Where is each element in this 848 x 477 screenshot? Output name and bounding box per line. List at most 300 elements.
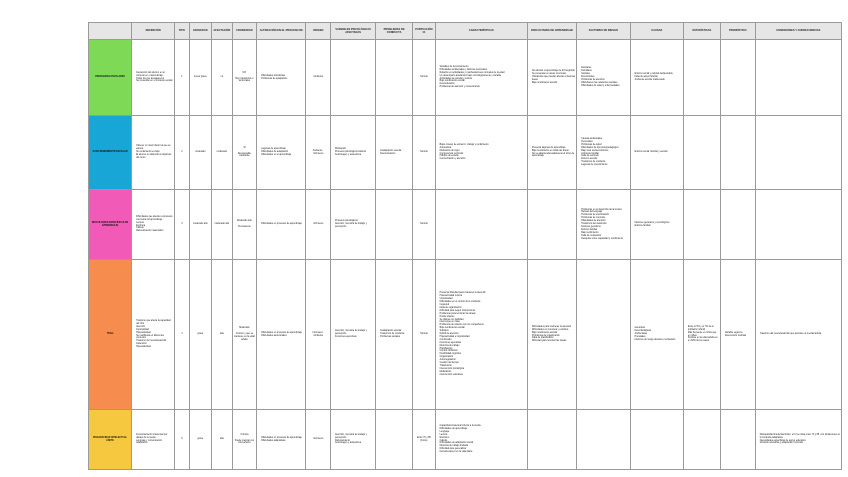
list-item: • Se presentan en el contexto escolar <box>136 80 173 83</box>
problemas-cell-list <box>377 330 411 339</box>
cell-line: Moderado alto <box>237 220 252 223</box>
comparison-table <box>88 22 842 470</box>
list-item: • Problemas de atención y concentración <box>440 86 526 89</box>
list-item: • Problemas para terminar las tareas <box>440 313 526 316</box>
list-item: • Desmotivación <box>380 153 411 156</box>
definicion-cell <box>132 40 175 116</box>
list-item: • Falta de organización <box>440 307 526 310</box>
list-item: • Bajo rendimiento <box>581 232 628 235</box>
alteracion-cell-list <box>258 332 304 338</box>
list-item: • Intervención psicológica <box>440 368 526 371</box>
list-item: • Autoimagen y autoestima <box>335 442 374 445</box>
list-item: • Trastornos de conducta <box>380 333 411 336</box>
alteracion-cell-list <box>258 223 304 226</box>
variables-cell-list <box>332 330 374 339</box>
col-header: PROBLEMAS DE CONDUCTA <box>376 23 413 40</box>
list-item: • Trastorno que afecta la capacidad del niño <box>136 320 173 326</box>
list-item: • Dificultades adaptativas <box>261 440 304 443</box>
estadisticas-cell <box>683 190 720 260</box>
list-item: • Dificultades atencionales <box>261 335 304 338</box>
list-item: • Lenguaje y comunicación <box>136 440 173 443</box>
problemas-cell <box>376 190 413 260</box>
list-item: • Obstáculos que puedan afectar a diversas áreas <box>532 76 575 82</box>
list-item: • Autoimagen y autoestima <box>335 154 374 157</box>
factores-cell-list <box>578 67 628 87</box>
list-item: • Adaptación <box>136 442 173 445</box>
list-item: • Atención, memoria de trabajo y percepción <box>335 330 374 336</box>
list-item: • Lagunas de conocimiento <box>581 164 628 167</box>
table-row <box>89 190 842 260</box>
list-item: • Falta de motivación <box>581 235 628 238</box>
list-item: • Dificultades de aprendizaje <box>440 428 526 431</box>
col-header: ALTERACIÓN EN EL PROCESO DE <box>257 23 306 40</box>
ci-cell: Normal <box>413 260 436 410</box>
list-item: • Trastorno del neurodesarrollo que persiste en la edad adulta <box>760 333 840 336</box>
table-row <box>89 116 842 190</box>
problemas-cell-list <box>377 150 411 156</box>
list-item: • Causas ambientales <box>581 138 628 141</box>
list-item: • Hiperactividad motora <box>440 295 526 298</box>
list-item: • Se manifiesta en diferentes contextos <box>136 335 173 341</box>
origen-cell: Intrínseco <box>306 410 331 470</box>
list-item: • Dificultades para mantener la atención <box>532 326 575 329</box>
list-item: • Escritura <box>440 437 526 440</box>
list-item: • Funcionamiento intelectual por debajo de la media <box>136 434 173 440</box>
list-item: • Su rendimiento es bajo <box>136 151 173 154</box>
afectacion-cell: moderado <box>212 116 233 190</box>
dificultades-cell <box>527 190 576 260</box>
cell-line: Muy transitorios o temporales <box>235 77 254 83</box>
list-item: • Dificultades en procesos de aprendizaje <box>261 332 304 335</box>
list-item: • Dificultad para seguir instrucciones <box>440 310 526 313</box>
list-item: • No se adapta adecuadamente al ritmo de aprendizaje <box>532 153 575 159</box>
col-header: ESTADÍSTICAS <box>683 23 720 40</box>
condiciones-cell-list <box>757 434 840 446</box>
list-item: • Problemas de relación con los compañeros <box>440 324 526 327</box>
col-header: DEFINICIÓN <box>132 23 175 40</box>
dificultades-cell <box>527 40 576 116</box>
list-item: • Combinado <box>440 339 526 342</box>
list-item: • Bajos niveles de esfuerzo, trabajo y rendimiento <box>440 144 526 147</box>
list-item: • Genéticas <box>635 327 682 330</box>
tipo-cell: 5 <box>175 410 189 470</box>
list-item: • Factores genéticos y neurológicos <box>635 222 682 225</box>
origen-cell: Ambiente <box>306 40 331 116</box>
list-item: • Control inhibitorio <box>440 350 526 353</box>
cronicidad-cell <box>232 40 257 116</box>
origen-cell: Intrínseco · Ambiente <box>306 260 331 410</box>
list-item: • Dificultades en el control de la conducta <box>440 301 526 304</box>
definicion-cell-list <box>133 216 173 233</box>
list-item: • Familiares <box>581 70 628 73</box>
pronostico-cell <box>720 260 755 410</box>
pronostico-cell <box>720 40 755 116</box>
list-item: • Cálculo <box>440 440 526 443</box>
caracteristicas-cell <box>435 116 527 190</box>
caracteristicas-cell-list <box>437 144 526 161</box>
list-item: • Dificultades de tipo psicopedagógico <box>581 147 628 150</box>
afectacion-cell: no <box>212 40 233 116</box>
problemas-cell <box>376 410 413 470</box>
causas-cell <box>630 190 683 260</box>
col-header: PUNTUACIÓN CI <box>413 23 436 40</box>
definicion-cell <box>132 116 175 190</box>
definicion-cell-list <box>133 72 173 84</box>
condiciones-cell <box>755 410 841 470</box>
condiciones-cell <box>755 40 841 116</box>
list-item: • Problemas de atención <box>581 79 628 82</box>
dificultades-cell <box>527 260 576 410</box>
list-item: • Emocionales <box>581 76 628 79</box>
list-item: • Lectura <box>440 434 526 437</box>
list-item: • Variable según la intervención recibida <box>725 332 754 338</box>
category-cell: PROBLEMAS ESCOLARES <box>89 40 132 116</box>
list-item: • Presenta dificultad para mantener la atención <box>440 292 526 295</box>
list-item: • Problemas de adaptación <box>261 78 304 81</box>
list-item: • Hiperactividad <box>136 332 173 335</box>
list-item: • Dificultad para terminar las tareas <box>532 340 575 343</box>
definicion-cell-list <box>133 320 173 349</box>
causas-cell <box>630 116 683 190</box>
col-header: PRONÓSTICO <box>720 23 755 40</box>
causas-cell <box>630 260 683 410</box>
col-header <box>89 23 132 40</box>
list-item: • Organización <box>440 356 526 359</box>
ci-cell: Normal <box>413 116 436 190</box>
tipo-cell: 4 <box>175 260 189 410</box>
factores-cell <box>577 40 630 116</box>
list-item: • Autoestima <box>440 147 526 150</box>
list-item: • Capacidad intelectual inferior a la media <box>440 425 526 428</box>
list-item: • Problemas sociales <box>380 336 411 339</box>
list-item: • Problemas de memoria <box>581 217 628 220</box>
col-header: CRONICIDAD <box>232 23 257 40</box>
factores-cell-list <box>578 209 628 241</box>
list-item: • Hiperactividad e impulsividad <box>440 336 526 339</box>
variables-cell <box>331 410 376 470</box>
list-item: • Autorregulación <box>440 359 526 362</box>
problemas-cell <box>376 40 413 116</box>
list-item: • Bajo rendimiento escolar <box>532 82 575 85</box>
category-cell: DIFICULTADES ESPECÍFICAS DE APRENDIZAJE <box>89 190 132 260</box>
factores-cell-list <box>578 138 628 167</box>
definicion-cell <box>132 260 175 410</box>
caracteristicas-cell-list <box>437 66 526 89</box>
list-item: • Dificultades transitorias <box>261 75 304 78</box>
list-item: • Dificultades en la lectura y escritura <box>532 329 575 332</box>
cell-line: NO <box>242 71 247 74</box>
definicion-cell <box>132 190 175 260</box>
causas-cell-list <box>632 327 682 342</box>
list-item: • Un desempeño académico bajo cronológicamente y variable <box>440 75 526 78</box>
list-item: • Memoria de trabajo <box>440 345 526 348</box>
gravedad-cell: moderado alto <box>189 190 212 260</box>
list-item: • Relación en actividades y manifestaciones normales de la edad <box>440 72 526 75</box>
list-item: • Dificultades que afectan a procesos concretos del aprendizaje <box>136 216 173 222</box>
dificultades-cell-list <box>529 70 575 85</box>
pronostico-cell <box>720 116 755 190</box>
list-item: • Interacción del alumno en el contexto en el aprendizaje <box>136 72 173 78</box>
list-item: • Inadaptación escolar <box>380 330 411 333</box>
list-item: • Dificultades de atención <box>581 220 628 223</box>
factores-cell <box>577 190 630 260</box>
col-header: CAUSAS <box>630 23 683 40</box>
list-item: • Obtener un nivel inferior al que se espera <box>136 145 173 151</box>
list-item: • Dificultades en procesos de aprendizaje <box>261 437 304 440</box>
caracteristicas-cell-list <box>437 292 526 376</box>
list-item: • Motivación <box>335 148 374 151</box>
list-item: • Bajo rendimiento escolar <box>440 327 526 330</box>
list-item: • Razonamiento <box>335 440 374 443</box>
list-item: • Entre el 5% y el 7% de la población infantil <box>688 326 719 332</box>
col-header: AFECTACIÓN <box>212 23 233 40</box>
variables-cell <box>331 190 376 260</box>
alteracion-cell-list <box>258 75 304 81</box>
causas-cell-list <box>632 222 682 228</box>
list-item: • Competencia curricular <box>440 153 526 156</box>
list-item: • Flexibilidad cognitiva <box>440 353 526 356</box>
list-item: • Desmotivación <box>440 83 526 86</box>
list-item: • Neurobiológicas <box>635 330 682 333</box>
list-item: • Problemas en el desarrollo de la lectura <box>581 209 628 212</box>
list-item: • Dificultades ambientales y factores personales <box>440 69 526 72</box>
alteracion-cell <box>257 190 306 260</box>
cell-line: Crónico y que se mantiene en la edad adulta <box>233 333 255 341</box>
alteracion-cell-list <box>258 148 304 157</box>
causas-cell <box>630 40 683 116</box>
cell-line: SÍ <box>243 146 246 149</box>
condiciones-cell <box>755 116 841 190</box>
condiciones-cell <box>755 260 841 410</box>
col-header: FACTORES DE RIESGO <box>577 23 630 40</box>
alteracion-cell <box>257 260 306 410</box>
list-item: • Desajuste entre capacidad y rendimiento <box>581 238 628 241</box>
list-item: • Hiperactividad <box>136 346 173 349</box>
list-item: • Lenguaje <box>440 431 526 434</box>
tipo-cell: 3 <box>175 190 189 260</box>
list-item: • Trastornos del desarrollo <box>581 223 628 226</box>
dificultades-cell-list <box>529 147 575 159</box>
list-item: • Problemas de salud <box>581 144 628 147</box>
causas-cell-list <box>632 73 682 82</box>
list-item: • Dificultad para generalizar <box>440 448 526 451</box>
list-item: • Bajo rendimiento en todas las áreas <box>532 150 575 153</box>
factores-cell <box>577 410 630 470</box>
factores-cell <box>577 260 630 410</box>
list-item: • Falta de estímulo <box>581 155 628 158</box>
category-cell: BAJO RENDIMIENTO ESCOLAR <box>89 116 132 190</box>
list-item: • Todos los que desaparecen <box>136 78 173 81</box>
gravedad-cell: menor grave <box>189 40 212 116</box>
caracteristicas-cell-list <box>437 425 526 454</box>
causas-cell-list <box>632 151 682 154</box>
list-item: • Necesidades específicas de apoyo educativo. <box>760 440 840 443</box>
list-item: • Ambiente familiar <box>581 153 628 156</box>
condiciones-cell <box>755 190 841 260</box>
list-item: • Entorno familiar <box>635 225 682 228</box>
cell-line: Moderado <box>239 327 250 330</box>
estadisticas-cell-list <box>685 326 719 343</box>
header-row <box>89 23 842 40</box>
caracteristicas-cell <box>435 260 527 410</box>
list-item: • Sociales <box>581 73 628 76</box>
pronostico-cell-list <box>722 332 754 338</box>
col-header: ORIGEN <box>306 23 331 40</box>
cell-line: Permanente <box>238 225 251 228</box>
pronostico-cell <box>720 410 755 470</box>
cronicidad-cell <box>232 410 257 470</box>
list-item: • Problemas de coordinación <box>581 214 628 217</box>
caracteristicas-cell <box>435 40 527 116</box>
definicion-cell-list <box>133 434 173 446</box>
estadisticas-cell <box>683 40 720 116</box>
cronicidad-cell <box>232 190 257 260</box>
cronicidad-cell <box>232 116 257 190</box>
list-item: • Ambientales <box>635 333 682 336</box>
list-item: • Gestión del tiempo <box>440 362 526 365</box>
list-item: • Escolares <box>581 67 628 70</box>
col-header: TIPO <box>175 23 189 40</box>
list-item: • Entorno social, familiar y escolar <box>635 151 682 154</box>
list-item: • Dificultades en el aprendizaje <box>261 154 304 157</box>
problemas-cell <box>376 116 413 190</box>
list-item: • Factores de riesgo durante el embarazo <box>635 339 682 342</box>
list-item: • Hábitos de estudio <box>440 155 526 158</box>
problemas-cell <box>376 260 413 410</box>
list-item: • Variables de funcionamiento <box>440 66 526 69</box>
list-item: • Lagunas de aprendizaje <box>261 148 304 151</box>
col-header: CARACTERÍSTICAS <box>435 23 527 40</box>
list-item: • Planificación <box>440 348 526 351</box>
list-item: • Entorno familiar <box>581 229 628 232</box>
list-item: • El alumno no alcanza los objetivos del curso <box>136 154 173 160</box>
list-item: • Cálculo <box>136 227 173 230</box>
alteracion-cell <box>257 410 306 470</box>
list-item: • Motivación de logro <box>440 150 526 153</box>
list-item: • Inclusión educativa y adaptación curricular. <box>760 442 840 445</box>
col-header: GRAVEDAD <box>189 23 212 40</box>
table-row <box>89 40 842 116</box>
list-item: • Se distrae con facilidad <box>440 319 526 322</box>
list-item: • Inquietud <box>440 304 526 307</box>
list-item: • Retraso del lenguaje <box>581 211 628 214</box>
list-item: • Procesos psicológicos <box>335 220 374 223</box>
list-item: • Funciones ejecutivas <box>440 342 526 345</box>
dificultades-cell-list <box>529 326 575 343</box>
list-item: • Memoria de trabajo limitada <box>440 445 526 448</box>
list-item: • Discapacidad intelectual límite: el CI se sitúa entre 70 y 85, con limitaciones en la conducta adaptativa. <box>760 434 840 440</box>
list-item: • Subtipos <box>440 330 526 333</box>
variables-cell-list <box>332 220 374 229</box>
list-item: • Medicación <box>440 371 526 374</box>
dificultades-cell <box>527 410 576 470</box>
cronicidad-cell <box>232 260 257 410</box>
list-item: • Más frecuente en niños que en niñas <box>688 332 719 338</box>
list-item: • Personales <box>581 141 628 144</box>
list-item: • Razonamiento matemático <box>136 230 173 233</box>
list-item: • Presenta lagunas de aprendizaje <box>532 147 575 150</box>
afectacion-cell: alta <box>212 410 233 470</box>
ci-cell: Normal <box>413 40 436 116</box>
list-item: • No afectan el aprendizaje de forma global <box>532 70 575 73</box>
cell-line: Recuperable <box>237 152 251 155</box>
gravedad-cell: grave <box>189 260 212 410</box>
cell-line: Crónica <box>240 433 249 436</box>
list-item: • Lectura <box>136 222 173 225</box>
ci-cell: Normal <box>413 190 436 260</box>
caracteristicas-cell <box>435 410 527 470</box>
list-item: • Dificultades de adaptación social <box>440 442 526 445</box>
variables-cell-list <box>332 434 374 446</box>
list-item: • Concentración y atención <box>440 158 526 161</box>
condiciones-cell-list <box>757 333 840 336</box>
list-item: • Inadaptación escolar <box>380 150 411 153</box>
variables-cell-list <box>332 148 374 157</box>
list-item: • Procesos psicológicos básicos <box>335 151 374 154</box>
list-item: • Bajo rendimiento escolar <box>532 332 575 335</box>
col-header: VARIABLES PSICOLÓGICAS AFECTADAS <box>331 23 376 40</box>
variables-cell <box>331 260 376 410</box>
caracteristicas-cell <box>435 190 527 260</box>
tipo-cell: 1 <box>175 40 189 116</box>
list-item: • Ambiente escolar inadecuado <box>635 79 682 82</box>
list-item: • Necesita apoyo en la vida diaria <box>440 451 526 454</box>
alteracion-cell <box>257 116 306 190</box>
table-body <box>89 40 842 470</box>
estadisticas-cell <box>683 116 720 190</box>
list-item: • Prenatales <box>635 336 682 339</box>
ci-cell: Entre 70 y 85 (límite) <box>413 410 436 470</box>
afectacion-cell: alta <box>212 260 233 410</box>
category-cell: TDAH <box>89 260 132 410</box>
pronostico-cell <box>720 190 755 260</box>
origen-cell: Ambiente · Intrínseco <box>306 116 331 190</box>
list-item: • Impulsividad <box>136 329 173 332</box>
afectacion-cell: moderado alto <box>212 190 233 260</box>
cell-line: Puede mejorar con intervención <box>234 439 255 445</box>
list-item: • Bajo nivel socioeconómico <box>581 150 628 153</box>
list-item: • Inatención <box>136 343 173 346</box>
list-item: • Atención, memoria de trabajo y percepción <box>335 223 374 229</box>
list-item: • Trastorno del neurodesarrollo <box>136 340 173 343</box>
list-item: • Atención <box>136 326 173 329</box>
list-item: • Funciones ejecutivas <box>335 336 374 339</box>
list-item: • Dificultades en procesos de aprendizaje <box>261 223 304 226</box>
list-item: • Entorno escolar <box>581 158 628 161</box>
definicion-cell-list <box>133 145 173 160</box>
variables-cell <box>331 40 376 116</box>
variables-cell <box>331 116 376 190</box>
list-item: • Falta de planificación <box>532 337 575 340</box>
list-item: • Escritura <box>136 225 173 228</box>
list-item: • Dificultad en las relaciones sociales <box>581 82 628 85</box>
table-row <box>89 260 842 410</box>
list-item: • Tratamiento <box>440 365 526 368</box>
list-item: • Atención, memoria de trabajo y percepción <box>335 434 374 440</box>
list-item: • Trastornos de conducta <box>581 161 628 164</box>
list-item: • Persiste en la edad adulta en un 60% de los casos <box>688 337 719 343</box>
definicion-cell <box>132 410 175 470</box>
factores-cell <box>577 116 630 190</box>
cell-line: transitoria <box>239 155 250 158</box>
list-item: • Impulsividad <box>440 298 526 301</box>
list-item: • Problemas de organización <box>532 335 575 338</box>
list-item: • Dificultades de salud y enfermedades <box>581 85 628 88</box>
list-item: • Factores genéticos <box>581 226 628 229</box>
causas-cell <box>630 410 683 470</box>
origen-cell: Intrínseco <box>306 190 331 260</box>
list-item: • Pierde objetos <box>440 316 526 319</box>
